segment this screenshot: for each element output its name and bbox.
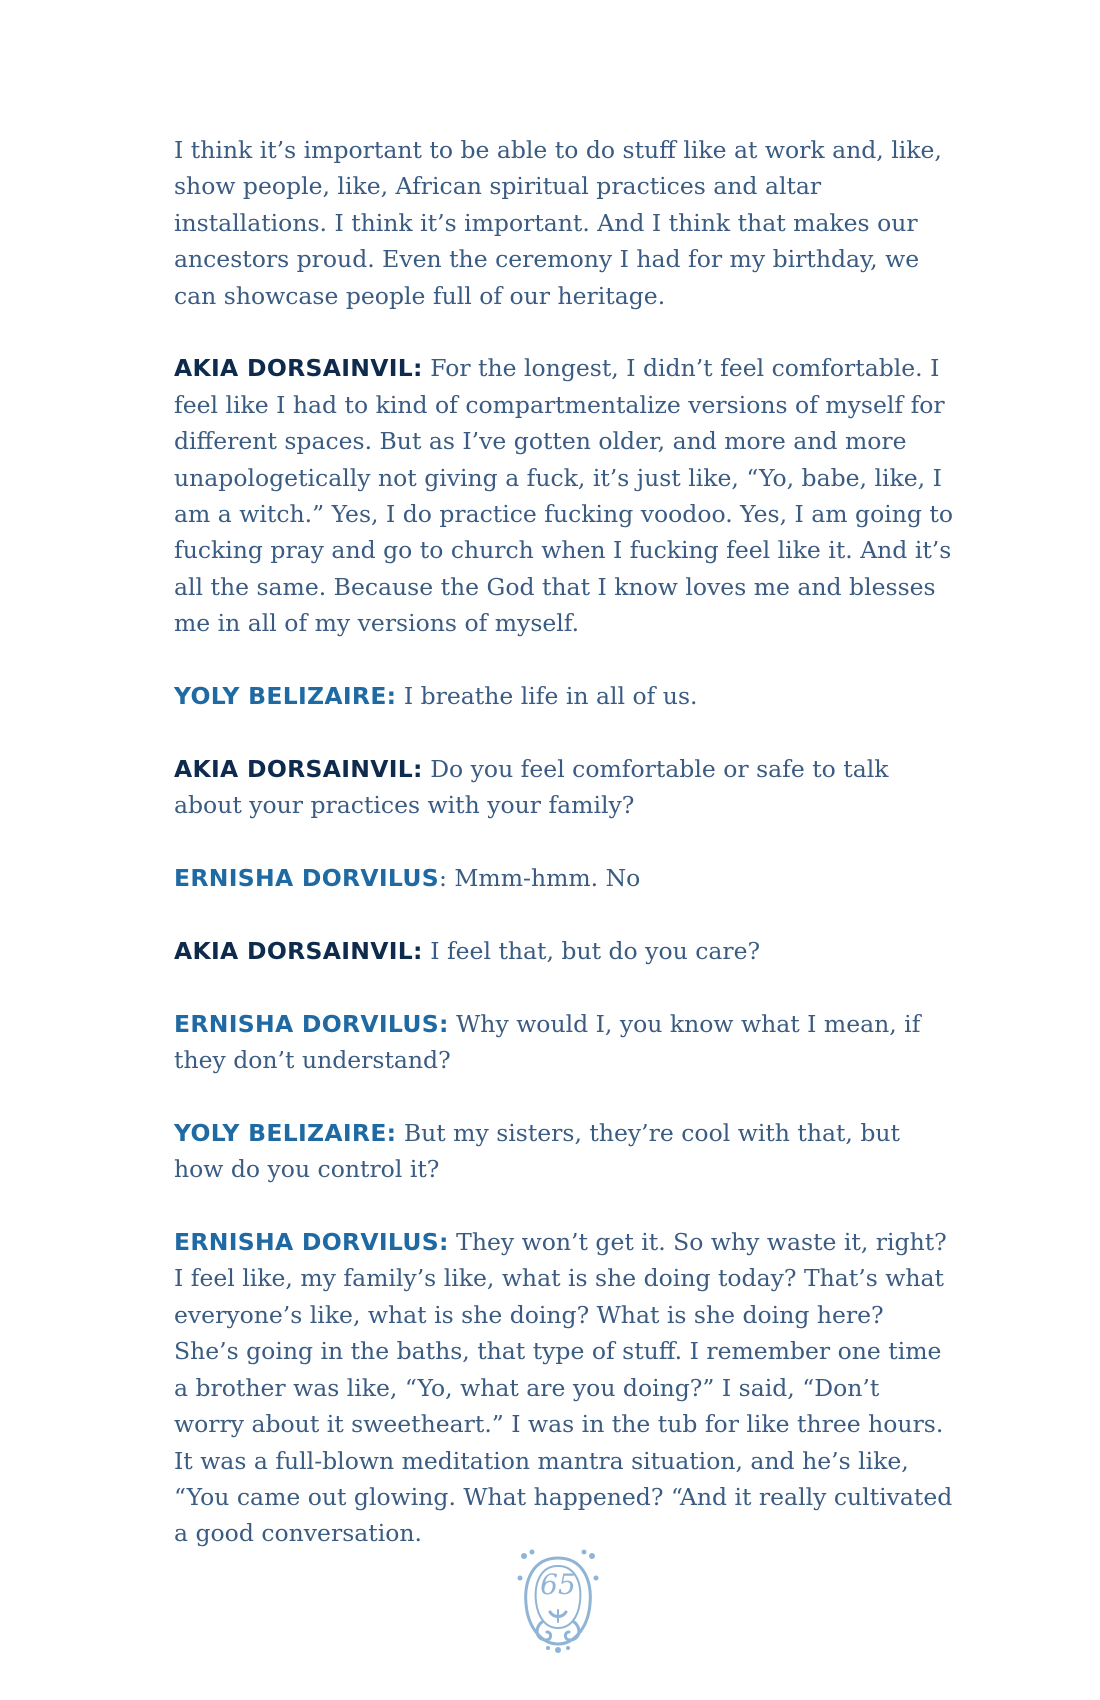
- paragraph-text: But my sisters, they’re cool with that, but how do you control it?: [174, 1118, 900, 1184]
- paragraph-text: : Mmm-hmm. No: [438, 864, 641, 893]
- page-number: 65: [540, 1568, 576, 1601]
- ornament-icon: [512, 1548, 604, 1656]
- paragraph-text: For the longest, I didn’t feel comfortable. I feel like I had to kind of compartmentalize versions of myself for different spaces. But as I’ve gotten older, and more and more unapologetically not giving a fuck, it’s just like, “Yo, babe, like, I am a witch.” Yes, I do practice fucking voodoo. Yes, I am going to fucking pray and go to church when I fucking feel like it. And it’s all the same. Because the God that I know loves me and blesses me in all of my versions of myself.: [174, 354, 953, 638]
- speaker-name: AKIA DORSAINVIL:: [174, 936, 423, 965]
- paragraph-text: I think it’s important to be able to do stuff like at work and, like, show people, like, African spiritual practices and altar installations. I think it’s important. And I think that makes our ancestors proud. Even the ceremony I had for my birthday, we can showcase people full of our heritage.: [174, 136, 942, 310]
- speaker-name: YOLY BELIZAIRE:: [174, 1118, 397, 1147]
- speaker-name: ERNISHA DORVILUS: [174, 864, 439, 893]
- dialogue-paragraph: [174, 933, 954, 969]
- transcript-body: [174, 132, 954, 1588]
- speaker-name: AKIA DORSAINVIL:: [174, 754, 423, 783]
- dialogue-paragraph: [174, 1006, 954, 1079]
- speaker-name: ERNISHA DORVILUS:: [174, 1228, 449, 1257]
- opening-paragraph: [174, 132, 954, 314]
- paragraph-text: They won’t get it. So why waste it, right? I feel like, my family’s like, what is she doing today? That’s what everyone’s like, what is she doing? What is she doing here? She’s going in the baths, that type of stuff. I remember one time a brother was like, “Yo, what are you doing?” I said, “Don’t worry about it sweetheart.” I was in the tub for like three hours. It was a full-blown meditation mantra situation, and he’s like, “You came out glowing. What happened? “And it really cultivated a good conversation.: [174, 1228, 953, 1548]
- speaker-name: ERNISHA DORVILUS:: [174, 1009, 449, 1038]
- speaker-name: YOLY BELIZAIRE:: [174, 682, 397, 711]
- paragraph-text: I feel that, but do you care?: [422, 936, 761, 965]
- dialogue-paragraph: [174, 1224, 954, 1552]
- paragraph-text: I breathe life in all of us.: [396, 682, 698, 711]
- paragraph-text: Do you feel comfortable or safe to talk about your practices with your family?: [174, 754, 889, 820]
- dialogue-paragraph: [174, 350, 954, 641]
- dialogue-paragraph: [174, 751, 954, 824]
- page-number-ornament: [512, 1548, 604, 1656]
- dialogue-paragraph: [174, 678, 954, 714]
- paragraph-text: Why would I, you know what I mean, if they don’t understand?: [174, 1009, 921, 1075]
- dialogue-paragraph: [174, 1115, 954, 1188]
- dialogue-paragraph: [174, 860, 954, 896]
- speaker-name: AKIA DORSAINVIL:: [174, 354, 423, 383]
